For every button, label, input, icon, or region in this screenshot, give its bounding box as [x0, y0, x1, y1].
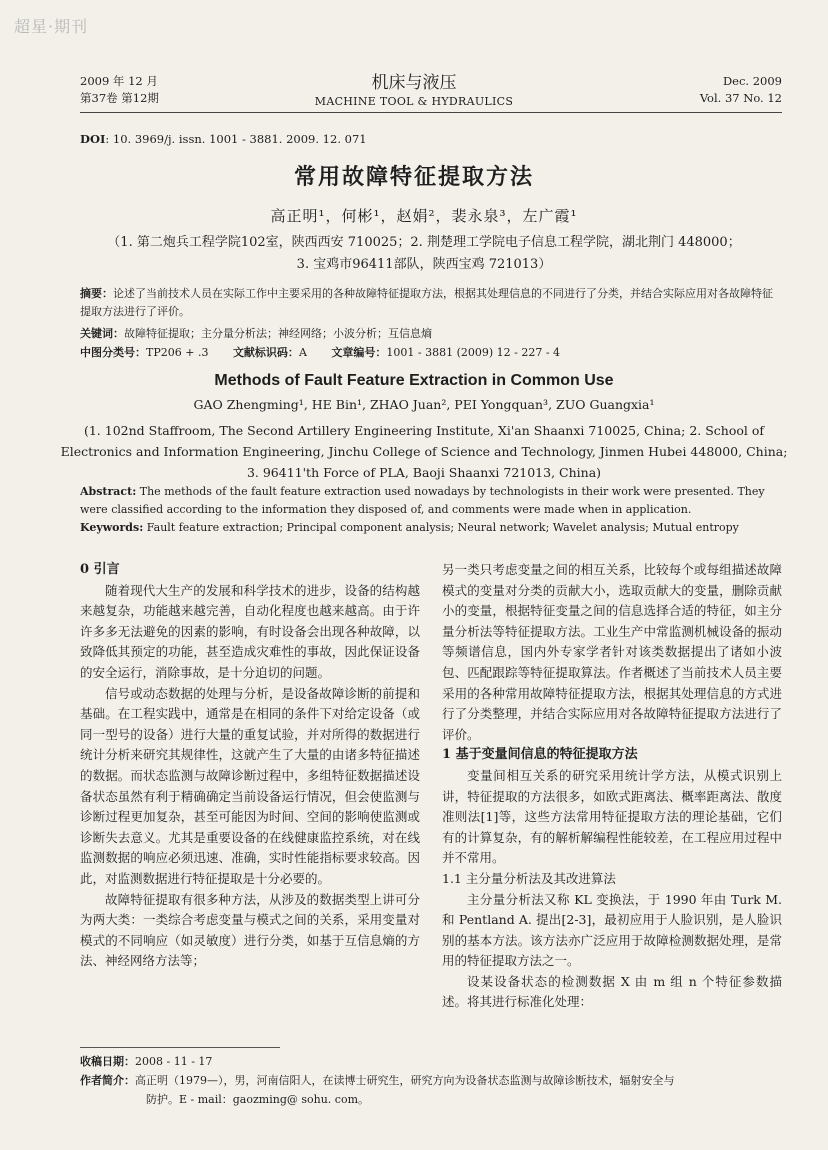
body-column-right	[442, 560, 782, 1013]
keywords-cn	[80, 325, 782, 343]
body-paragraph: 另一类只考虑变量之间的相互关系，比较每个或每组描述故障模式的变量对分类的贡献大小，选取贡献大的变量，删除贡献小的变量，根据特征变量之间的信息选择合适的特征，如主分量分析法等特征提取方法。工业生产中常监测机械设备的振动等频谱信息，国内外专家学者针对该类数据提出了诸如小波包、匹配跟踪等特征提取算法。作者概述了当前技术人员主要采用的各种常用故障特征提取方法，根据其处理信息的方式进行了分类整理，并结合实际应用对各故障特征提取方法进行了评价。	[442, 562, 782, 742]
received-date-line	[80, 1052, 782, 1071]
doi-value: : 10. 3969/j. issn. 1001 - 3881. 2009. 12. 071	[105, 132, 367, 146]
classification-line	[80, 344, 782, 362]
section-heading: 0 引言	[80, 562, 120, 577]
header-right	[700, 73, 782, 107]
received-label: 收稿日期：	[80, 1055, 135, 1068]
abstract-cn	[80, 285, 782, 321]
abstract-cn-label: 摘要：	[80, 287, 113, 300]
authors-en: GAO Zhengming¹, HE Bin¹, ZHAO Juan², PEI Yongquan³, ZUO Guangxia¹	[193, 397, 655, 412]
header-rule	[80, 112, 782, 113]
abstract-en-text: The methods of the fault feature extraction used nowadays by technologists in their work were presented. They were classified according to the information they disposed of, and comments were made when in application.	[80, 485, 765, 516]
footnote-rule	[80, 1047, 280, 1048]
body-paragraph: 随着现代大生产的发展和科学技术的进步，设备的结构越来越复杂，功能越来越完善，自动化程度也越来越高。由于许许多多无法避免的因素的影响，有时设备会出现各种故障，以致降低其预定的功能，甚至造成灾难性的事故，因此保证设备的安全运行，消除事故，是十分迫切的问题。	[80, 582, 420, 680]
title-en: Methods of Fault Feature Extraction in Common Use	[214, 372, 614, 389]
issue-date-en: Dec. 2009	[722, 74, 782, 88]
clc-value: TP206 + .3	[146, 346, 209, 359]
affiliations-cn	[60, 232, 788, 276]
affiliation-en-line: 3. 96411'th Force of PLA, Baoji Shaanxi 721013, China)	[246, 465, 602, 480]
watermark: 超星·期刊	[14, 17, 89, 36]
affiliation-en-line: (1. 102nd Staffroom, The Second Artillery Engineering Institute, Xi'an Shaanxi 710025, China; 2. School of	[83, 423, 765, 438]
volume-cn: 第37卷 第12期	[80, 91, 159, 105]
body-column-left	[80, 560, 420, 972]
doc-code-label: 文献标识码：	[232, 346, 299, 359]
title-cn: 常用故障特征提取方法	[293, 164, 534, 190]
subsection-heading: 1.1 主分量分析法及其改进算法	[442, 870, 616, 886]
keywords-en-label: Keywords:	[80, 521, 144, 534]
journal-name-cn: 机床与液压	[371, 73, 457, 93]
doc-code-value: A	[298, 346, 307, 359]
keywords-en-text: Fault feature extraction; Principal component analysis; Neural network; Wavelet analysis; Mutual entropy	[146, 521, 739, 534]
keywords-cn-label: 关键词：	[80, 327, 124, 340]
article-no-label: 文章编号：	[331, 346, 387, 359]
journal-name-en: MACHINE TOOL & HYDRAULICS	[314, 95, 514, 108]
author-bio-text: 高正明（1979—），男，河南信阳人，在读博士研究生，研究方向为设备状态监测与故障诊断技术，辐射安全与	[135, 1074, 675, 1087]
doi-line	[80, 132, 367, 146]
body-paragraph: 信号或动态数据的处理与分析，是设备故障诊断的前提和基础。在工程实践中，通常是在相同的条件下对给定设备（或同一型号的设备）进行大量的重复试验，并对所得的数据进行统计分析来研究其规律性，这就产生了大量的由诸多特征描述的数据。而状态监测与故障诊断过程中，多组特征数据描述设备状态虽然有利于精确确定当前设备运行情况，但会使监测与诊断过程更加复杂，甚至可能因为时间、空间的影响使监测或诊断失去意义。尤其是重要设备的在线健康监控系统，对在线监测数据的响应必须迅速、准确，实时性能指标要求较高。因此，对监测数据进行特征提取是十分必要的。	[80, 685, 420, 886]
affiliations-en	[60, 420, 788, 483]
body-paragraph: 变量间相互关系的研究采用统计学方法，从模式识别上讲，特征提取的方法很多，如欧式距离法、概率距离法、散度准则法[1]等，这些方法常用特征提取方法的理论基础，它们有的计算复杂，有的解析解编程性能较差，在工程应用过程中并不常用。	[442, 767, 782, 866]
article-no-value: 1001 - 3881 (2009) 12 - 227 - 4	[386, 346, 561, 359]
abstract-cn-text: 论述了当前技术人员在实际工作中主要采用的各种故障特征提取方法，根据其处理信息的不同进行了分类，并结合实际应用对各故障特征提取方法进行了评价。	[80, 287, 773, 318]
body-paragraph: 主分量分析法又称 KL 变换法，于 1990 年由 Turk M. 和 Pentland A. 提出[2-3]，最初应用于人脸识别，是人脸识别的基本方法。该方法亦广泛应用于故障检测数据处理，是常用的特征提取方法之一。	[442, 891, 782, 969]
volume-en: Vol. 37 No. 12	[699, 91, 782, 105]
author-bio-line: 防护。E - mail：gaozming@ sohu. com。	[146, 1093, 369, 1106]
received-value: 2008 - 11 - 17	[135, 1055, 213, 1068]
affiliation-cn-line: （1. 第二炮兵工程学院102室，陕西西安 710025；2. 荆楚理工学院电子信息工程学院，湖北荆门 448000；	[107, 235, 741, 250]
issue-date-cn: 2009 年 12 月	[80, 74, 158, 88]
body-paragraph: 设某设备状态的检测数据 X 由 m 组 n 个特征参数描述。将其进行标准化处理：	[442, 973, 782, 1010]
body-paragraph: 故障特征提取有很多种方法，从涉及的数据类型上讲可分为两大类：一类综合考虑变量与模式之间的关系，采用变量对模式的不同响应（如灵敏度）进行分类，如基于互信息熵的方法、神经网络方法等；	[80, 891, 420, 969]
clc-label: 中图分类号：	[80, 346, 146, 359]
keywords-en	[80, 519, 782, 537]
authors-cn: 高正明¹，何彬¹，赵娟²，裴永泉³，左广霞¹	[270, 207, 578, 225]
abstract-en-label: Abstract:	[80, 485, 137, 498]
section-heading: 1 基于变量间信息的特征提取方法	[442, 747, 638, 763]
author-bio-line	[80, 1071, 782, 1090]
author-bio-label: 作者简介：	[80, 1074, 135, 1087]
affiliation-cn-line: 3. 宝鸡市96411部队，陕西宝鸡 721013）	[296, 257, 552, 272]
affiliation-en-line: Electronics and Information Engineering, Jinchu College of Science and Technology, Jinmen Hubei 448000, China;	[60, 444, 788, 459]
footnote	[80, 1052, 782, 1109]
keywords-cn-text: 故障特征提取；主分量分析法；神经网络；小波分析；互信息熵	[124, 327, 432, 340]
doi-label: DOI	[80, 132, 106, 146]
abstract-en	[80, 483, 782, 519]
